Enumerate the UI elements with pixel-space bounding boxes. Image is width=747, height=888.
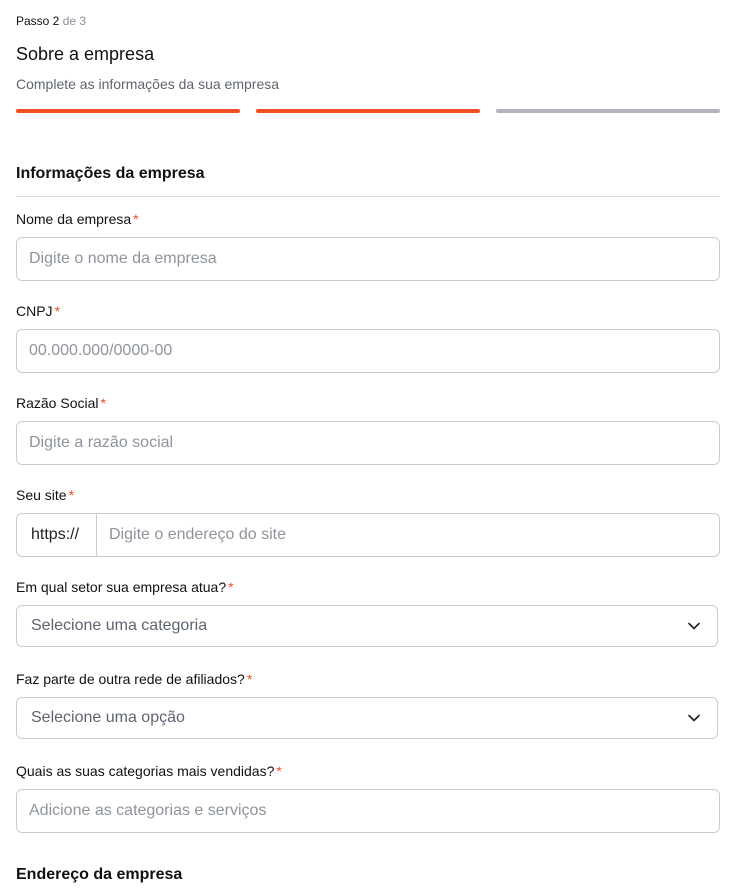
cnpj-field[interactable]: [16, 329, 720, 373]
step-indicator: [16, 14, 86, 28]
progress-bar: [16, 109, 720, 113]
company-name-input[interactable]: [17, 238, 719, 280]
cnpj-input[interactable]: [17, 330, 719, 372]
site-prefix: https://: [17, 514, 97, 556]
step-current: Passo 2: [16, 14, 60, 28]
razao-social-label-text: Razão Social: [16, 395, 99, 411]
required-marker: *: [68, 487, 75, 503]
company-name-label: [16, 211, 139, 227]
required-marker: *: [100, 395, 106, 411]
progress-segment-2: [256, 109, 480, 113]
site-label-text: Seu site: [16, 487, 67, 503]
categories-input[interactable]: [17, 790, 719, 832]
razao-social-input[interactable]: [17, 422, 719, 464]
affiliate-select[interactable]: [16, 697, 718, 739]
step-total: de 3: [62, 14, 87, 28]
section-divider: [16, 196, 720, 197]
required-marker: *: [276, 763, 282, 779]
razao-social-field[interactable]: [16, 421, 720, 465]
company-name-field[interactable]: [16, 237, 720, 281]
required-marker: *: [228, 579, 234, 595]
site-label: [16, 487, 74, 503]
affiliate-select-value: Selecione uma opção: [31, 709, 185, 726]
chevron-down-icon: [687, 711, 701, 725]
section-title-company: Informações da empresa: [16, 165, 205, 182]
categories-field[interactable]: [16, 789, 720, 833]
affiliate-label: [16, 671, 252, 687]
cnpj-label: [16, 303, 60, 319]
affiliate-label-text: Faz parte de outra rede de afiliados?: [16, 671, 245, 687]
sector-label: [16, 579, 234, 595]
cnpj-label-text: CNPJ: [16, 303, 53, 319]
categories-label-text: Quais as suas categorias mais vendidas?: [16, 763, 275, 779]
section-title-address: Endereço da empresa: [16, 866, 183, 883]
required-marker: *: [133, 211, 139, 227]
site-field[interactable]: [16, 513, 720, 557]
categories-label: [16, 763, 282, 779]
page-subtitle: Complete as informações da sua empresa: [16, 76, 280, 92]
required-marker: *: [54, 303, 61, 319]
sector-select[interactable]: [16, 605, 718, 647]
page-title: Sobre a empresa: [16, 44, 155, 64]
required-marker: *: [246, 671, 253, 687]
site-input[interactable]: [97, 514, 719, 556]
chevron-down-icon: [687, 619, 701, 633]
progress-segment-3: [496, 109, 720, 113]
razao-social-label: [16, 395, 106, 411]
sector-label-text: Em qual setor sua empresa atua?: [16, 579, 227, 595]
company-name-label-text: Nome da empresa: [16, 211, 132, 227]
progress-segment-1: [16, 109, 240, 113]
sector-select-value: Selecione uma categoria: [31, 617, 208, 634]
